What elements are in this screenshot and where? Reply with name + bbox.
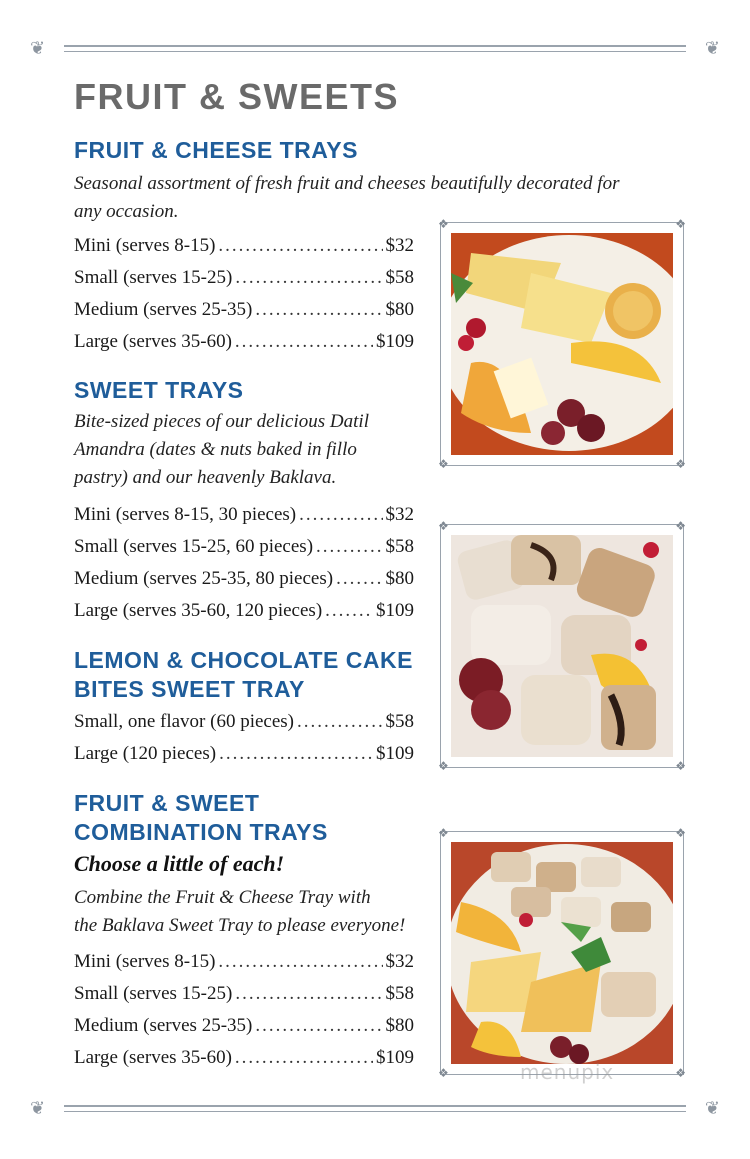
- section-description: Combine the Fruit & Cheese Tray with the Baklava Sweet Tray to please everyone!: [74, 887, 406, 936]
- list-item: Small, one flavor (60 pieces) ..... $58: [74, 706, 414, 738]
- scroll-ornament-icon: ❦: [30, 38, 46, 59]
- list-item: Large (serves 35-60, 120 pieces) ..... $109: [74, 595, 414, 627]
- top-divider: [30, 38, 720, 59]
- combination-tray-photo: ❖ ❖ ❖ ❖: [438, 826, 686, 1080]
- list-item: Mini (serves 8-15) ..... $32: [74, 230, 414, 262]
- section-description: Bite-sized pieces of our delicious Datil Amandra (dates & nuts baked in fillo pastry) and our heavenly Baklava.: [74, 411, 369, 488]
- list-item: Large (serves 35-60) ..... $109: [74, 1042, 414, 1074]
- list-item: Small (serves 15-25, 60 pieces) ..... $58: [74, 531, 414, 563]
- scroll-ornament-icon: ❦: [30, 1098, 46, 1119]
- section-heading-cake-bites: LEMON & CHOCOLATE CAKE BITES SWEET TRAY: [74, 647, 413, 702]
- list-item: Medium (serves 25-35) ..... $80: [74, 1010, 414, 1042]
- section-heading-combination: FRUIT & SWEET COMBINATION TRAYS: [74, 790, 328, 845]
- list-item: Large (120 pieces) ..... $109: [74, 738, 414, 770]
- watermark: menupix: [520, 1060, 615, 1084]
- list-item: Small (serves 15-25) ..... $58: [74, 262, 414, 294]
- list-item: Medium (serves 25-35) ..... $80: [74, 294, 414, 326]
- price-list: [74, 946, 414, 1074]
- list-item: Mini (serves 8-15, 30 pieces) ..... $32: [74, 499, 414, 531]
- list-item: Medium (serves 25-35, 80 pieces) ..... $80: [74, 563, 414, 595]
- scroll-ornament-icon: ❦: [704, 38, 720, 59]
- fruit-cheese-tray-photo: ❖ ❖ ❖ ❖: [440, 222, 684, 466]
- list-item: Mini (serves 8-15) ..... $32: [74, 946, 414, 978]
- list-item: Large (serves 35-60) ..... $109: [74, 326, 414, 358]
- scroll-ornament-icon: ❦: [704, 1098, 720, 1119]
- sweet-tray-photo: ❖ ❖ ❖ ❖: [438, 519, 686, 773]
- section-heading-fruit-cheese: FRUIT & CHEESE TRAYS: [74, 137, 358, 163]
- price-list: [74, 706, 414, 770]
- price-list: [74, 499, 414, 627]
- list-item: Small (serves 15-25) ..... $58: [74, 978, 414, 1010]
- section-tagline: Choose a little of each!: [74, 851, 285, 876]
- page-title: FRUIT & SWEETS: [74, 76, 399, 117]
- price-list: [74, 230, 414, 358]
- section-heading-sweet-trays: SWEET TRAYS: [74, 377, 244, 403]
- section-description: Seasonal assortment of fresh fruit and cheeses beautifully decorated for any occasion.: [74, 173, 620, 222]
- bottom-divider: [30, 1098, 720, 1119]
